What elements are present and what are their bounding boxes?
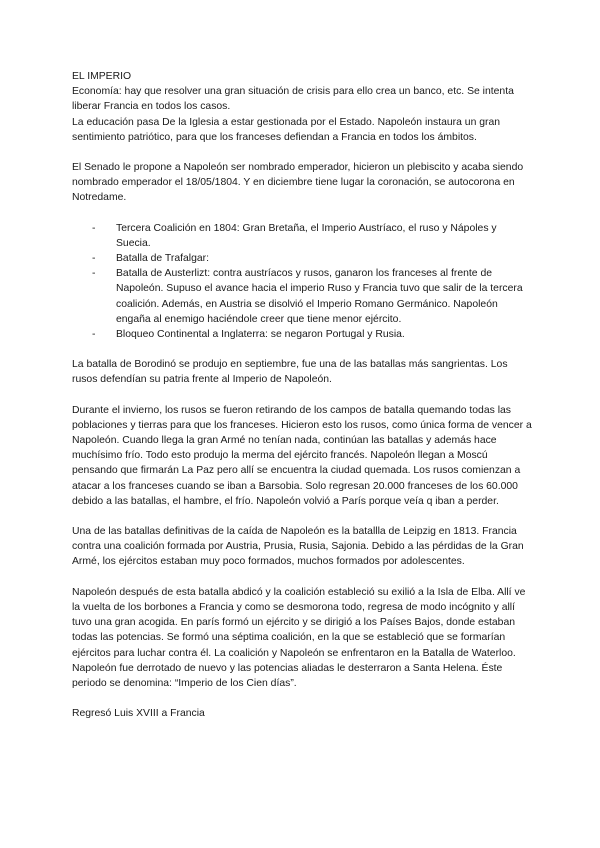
winter-paragraph: Durante el invierno, los rusos se fueron retirando de los campos de batalla quemando todas las poblaciones y tierras para que los franceses. Hicieron esto los rusos, como única forma de vencer a Napoleón. Cuando llega la gran Armé no tenían nada, continúan las batallas y además hace muchísimo frío. Todo esto produjo la merma del ejército francés. Napoleón llegan a Moscú pensando que firmarán La Paz pero allí se encuentra la ciudad quemada. Los rusos comienzan a atacar a los franceses cuando se iban a Barsobia. Solo regresan 20.000 franceses de los 60.000 debido a las batallas, el hambre, el frío. Napoleón volvió a París porque veía q iban a perder. xyxy=(72,404,532,507)
spacer xyxy=(72,570,534,585)
spacer xyxy=(72,691,534,706)
list-item: - Batalla de Austerlizt: contra austríacos y rusos, ganaron los franceses al frente de Napoleón. Supuso el avance hacia el imperio Ruso y Francia tuvo que salir de la tercera coalición. Además, en Austria se disolvió el Imperio Romano Germánico. Napoleón engaña al enemigo haciéndole creer que tiene menor ejército. xyxy=(72,266,534,327)
spacer xyxy=(72,145,534,160)
spacer xyxy=(72,342,534,357)
document-body xyxy=(72,69,534,721)
list-item: - Batalla de Trafalgar: xyxy=(72,251,534,266)
spacer xyxy=(72,206,534,221)
senate-paragraph: El Senado le propone a Napoleón ser nombrado emperador, hicieron un plebiscito y acaba siendo nombrado emperador el 18/05/1804. Y en diciembre tiene lugar la coronación, se autocorona en Notredame. xyxy=(72,162,524,204)
leipzig-paragraph: Una de las batallas definitivas de la caída de Napoleón es la batallla de Leipzig en 1813. Francia contra una coalición formada por Austria, Prusia, Rusia, Sajonia. Debido a las pérdidas de la Gran Armé, los ejércitos estaban muy poco formados, muchos formados por adolescentes. xyxy=(72,526,524,568)
borodino-paragraph: La batalla de Borodinó se produjo en septiembre, fue una de las batallas más sangrientas. Los rusos defendían su patria frente al Imperio de Napoleón. xyxy=(72,359,508,386)
coalition-list xyxy=(72,221,534,343)
education-paragraph: La educación pasa De la Iglesia a estar gestionada por el Estado. Napoleón instaura un gran sentimiento patriótico, para que los franceses defiendan a Francia en todos los ámbitos. xyxy=(72,116,501,143)
economy-paragraph: Economía: hay que resolver una gran situación de crisis para ello crea un banco, etc. Se intenta liberar Francia en todos los casos. xyxy=(72,86,514,113)
spacer xyxy=(72,509,534,524)
closing-line: Regresó Luis XVIII a Francia xyxy=(72,708,205,720)
list-item: - Tercera Coalición en 1804: Gran Bretaña, el Imperio Austríaco, el ruso y Nápoles y Suecia. xyxy=(72,221,534,251)
elba-paragraph: Napoleón después de esta batalla abdicó y la coalición estableció su exilió a la Isla de Elba. Allí ve la vuelta de los borbones a Francia y como se desmorona todo, regresa de modo incógnito y allí tuvo una gran acogida. En parís formó un ejército y se dirigió a los Países Bajos, donde estaban todas las potencias. Se formó una séptima coalición, en la que se estableció que se formarían ejércitos para luchar contra él. La coalición y Napoleón se enfrentaron en la Batalla de Waterloo. Napoleón fue derrotado de nuevo y las potencias aliadas le desterraron a Santa Helena. Éste periodo se denomina: “Imperio de los Cien días”. xyxy=(72,586,526,689)
spacer xyxy=(72,388,534,403)
section-title: EL IMPERIO xyxy=(72,71,132,82)
list-item: - Bloqueo Continental a Inglaterra: se negaron Portugal y Rusia. xyxy=(72,327,534,342)
